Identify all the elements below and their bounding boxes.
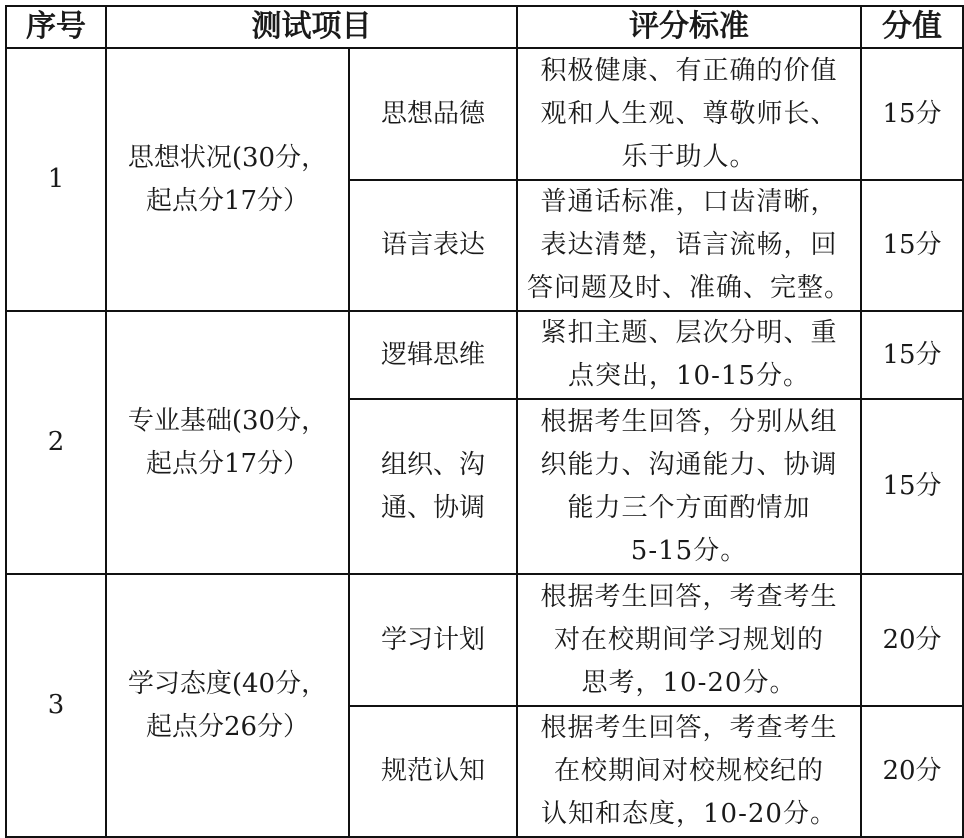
score: 15分 bbox=[861, 180, 963, 311]
header-score: 分值 bbox=[861, 6, 963, 48]
score: 15分 bbox=[861, 48, 963, 180]
criteria: 根据考生回答，分别从组 织能力、沟通能力、协调 能力三个方面酌情加 5-15分。 bbox=[517, 399, 861, 574]
header-row bbox=[6, 6, 963, 48]
criteria: 普通话标准，口齿清晰， 表达清楚，语言流畅，回 答问题及时、准确、完整。 bbox=[517, 180, 861, 311]
score: 20分 bbox=[861, 574, 963, 706]
criteria: 紧扣主题、层次分明、重 点突出，10-15分。 bbox=[517, 311, 861, 399]
header-criteria: 评分标准 bbox=[517, 6, 861, 48]
score: 15分 bbox=[861, 399, 963, 574]
group-no: 2 bbox=[6, 311, 106, 574]
header-no: 序号 bbox=[6, 6, 106, 48]
sub-item: 语言表达 bbox=[349, 180, 517, 311]
group-item: 思想状况(30分， 起点分17分） bbox=[106, 48, 349, 311]
scoring-table bbox=[5, 5, 964, 838]
criteria: 积极健康、有正确的价值 观和人生观、尊敬师长、 乐于助人。 bbox=[517, 48, 861, 180]
sub-item: 思想品德 bbox=[349, 48, 517, 180]
sub-item: 组织、沟 通、协调 bbox=[349, 399, 517, 574]
group-no: 3 bbox=[6, 574, 106, 837]
header-item: 测试项目 bbox=[106, 6, 517, 48]
group-item: 专业基础(30分， 起点分17分） bbox=[106, 311, 349, 574]
sub-item: 学习计划 bbox=[349, 574, 517, 706]
criteria: 根据考生回答，考查考生 对在校期间学习规划的 思考，10-20分。 bbox=[517, 574, 861, 706]
table-row bbox=[6, 48, 963, 180]
group-item: 学习态度(40分， 起点分26分） bbox=[106, 574, 349, 837]
table-row bbox=[6, 311, 963, 399]
score: 20分 bbox=[861, 706, 963, 837]
table-row bbox=[6, 574, 963, 706]
group-no: 1 bbox=[6, 48, 106, 311]
sub-item: 逻辑思维 bbox=[349, 311, 517, 399]
criteria: 根据考生回答，考查考生 在校期间对校规校纪的 认知和态度，10-20分。 bbox=[517, 706, 861, 837]
score: 15分 bbox=[861, 311, 963, 399]
sub-item: 规范认知 bbox=[349, 706, 517, 837]
